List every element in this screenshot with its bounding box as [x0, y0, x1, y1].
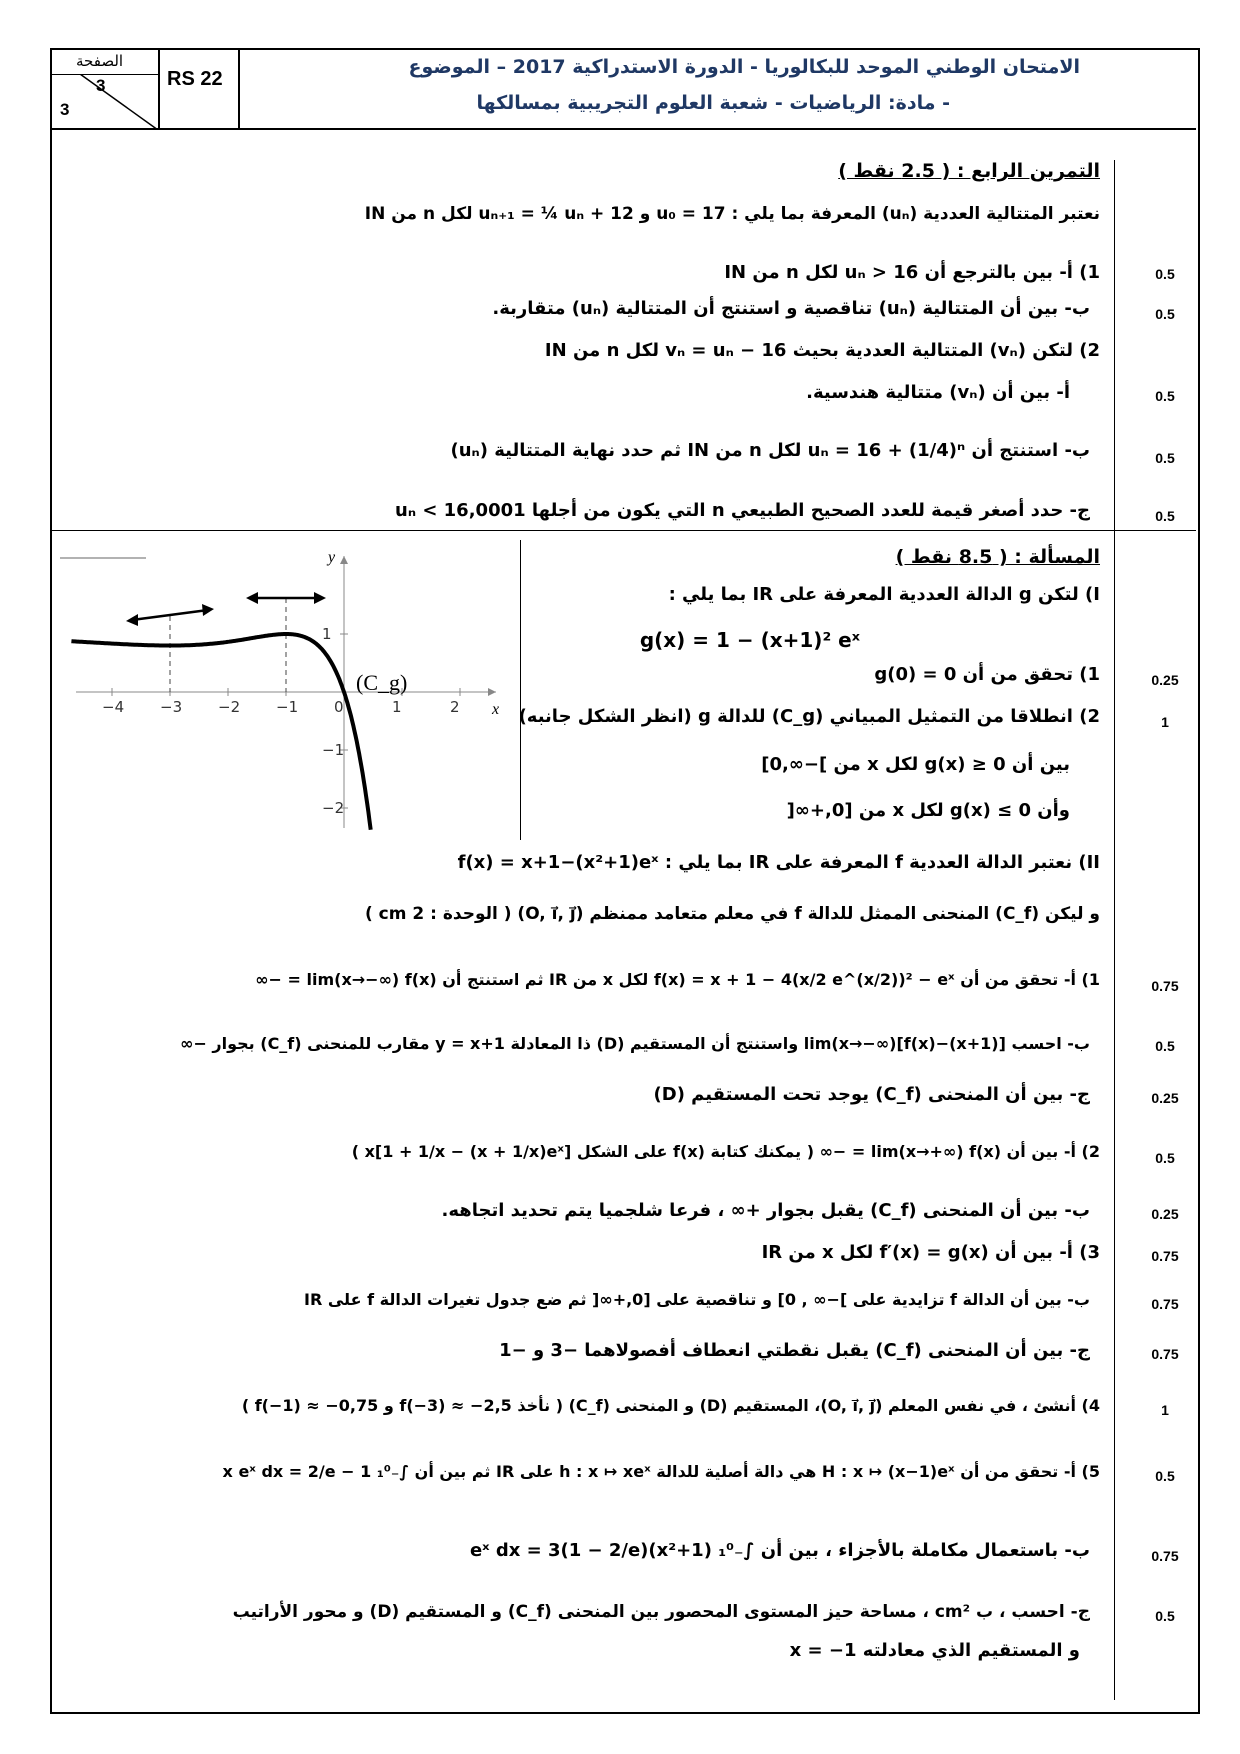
points-column-line [1114, 160, 1115, 1700]
prob-item-1: I) لتكن g الدالة العددية المعرفة على IR بما يلي : [668, 584, 1100, 605]
prob-item-8: و ليكن (C_f) المنحنى الممثل للدالة f في معلم متعامد ممنظم (O, i⃗, j⃗) ( الوحدة : 2 cm ) [364, 904, 1100, 924]
prob-item-16: ج- بين أن المنحنى (C_f) يقبل نقطتي انعطاف أفصولاهما −3 و −1 [499, 1340, 1090, 1361]
exercise4-intro: نعتبر المتتالية العددية (uₙ) المعرفة بما يلي : u₀ = 17 و uₙ₊₁ = ¼ uₙ + 12 لكل n من IN [364, 204, 1100, 224]
prob-item-6: وأن g(x) ≤ 0 لكل x من [0,+∞[ [786, 800, 1070, 821]
prob-item-3-points: 0.25 [1151, 672, 1179, 688]
page-total: 3 [60, 100, 70, 119]
section-divider [50, 530, 1196, 531]
prob-item-21: و المستقيم الذي معادلته x = −1 [789, 1640, 1080, 1661]
x-tick-label: −3 [160, 698, 183, 716]
prob-item-9-points: 0.75 [1151, 978, 1179, 994]
header-sep-1 [158, 48, 160, 130]
prob-item-9: 1) أ- تحقق من أن f(x) = x + 1 − 4(x/2 e^(x/2))² − eˣ لكل x من IR ثم استنتج أن lim(x→−∞) f(x) = −∞ [255, 970, 1100, 989]
prob-item-17-points: 1 [1161, 1402, 1169, 1418]
prob-item-3: 1) تحقق من أن g(0) = 0 [874, 664, 1100, 685]
prob-item-10: ب- احسب lim(x→−∞)[f(x)−(x+1)] واستنتج أن المستقيم (D) ذا المعادلة y = x+1 مقارب للمنحنى (C_f) بجوار −∞ [180, 1034, 1090, 1053]
prob-item-11-points: 0.25 [1151, 1090, 1179, 1106]
prob-item-18: 5) أ- تحقق من أن H : x ↦ (x−1)eˣ هي دالة أصلية للدالة h : x ↦ xeˣ على IR ثم بين أن ∫₋₁⁰ x eˣ dx = 2/e − 1 [222, 1462, 1100, 1481]
x-tick-label: 2 [450, 698, 460, 716]
ex4-item-6-points: 0.5 [1155, 508, 1175, 524]
ex4-item-4: أ- بين أن (vₙ) متتالية هندسية. [806, 382, 1070, 403]
header-sep-2 [238, 48, 240, 130]
y-axis-arrow [340, 556, 348, 564]
prob-item-12-points: 0.5 [1155, 1150, 1175, 1166]
prob-item-17: 4) أنشئ ، في نفس المعلم (O, i⃗, j⃗)، المستقيم (D) و المنحنى (C_f) ( نأخذ f(−3) ≈ −2,5 و f(−1) ≈ −0,75 ) [241, 1396, 1100, 1415]
tangent-minus1-left-arrow [246, 592, 258, 604]
x-tick-label: 0 [334, 698, 344, 716]
x-tick-label: −2 [218, 698, 241, 716]
prob-item-18-points: 0.5 [1155, 1468, 1175, 1484]
prob-item-2: g(x) = 1 − (x+1)² eˣ [639, 628, 860, 652]
prob-item-11: ج- بين أن المنحنى (C_f) يوجد تحت المستقيم (D) [653, 1084, 1090, 1105]
prob-item-4-points: 1 [1161, 714, 1169, 730]
prob-item-20: ج- احسب ، ب cm² ، مساحة حيز المستوى المحصور بين المنحنى (C_f) و المستقيم (D) و محور الأراتيب [232, 1602, 1090, 1622]
exam-title: الامتحان الوطني الموحد للبكالوريا - الدورة الاستدراكية 2017 – الموضوع [408, 56, 1080, 78]
tangent-minus3-right-arrow [202, 604, 214, 616]
prob-item-16-points: 0.75 [1151, 1346, 1179, 1362]
ex4-item-2: ب- بين أن المتتالية (uₙ) تناقصية و استنتج أن المتتالية (uₙ) متقاربة. [492, 298, 1090, 319]
header-divider [50, 128, 1196, 130]
y-tick-label: −1 [322, 741, 345, 759]
ex4-item-3: 2) لتكن (vₙ) المتتالية العددية بحيث vₙ = uₙ − 16 لكل n من IN [544, 340, 1100, 361]
prob-item-14: 3) أ- بين أن f′(x) = g(x) لكل x من IR [761, 1242, 1100, 1263]
prob-item-13-points: 0.25 [1151, 1206, 1179, 1222]
problem-title: المسألة : ( 8.5 نقط ) [895, 546, 1100, 568]
ex4-item-2-points: 0.5 [1155, 306, 1175, 322]
prob-item-4: 2) انطلاقا من التمثيل المبياني (C_g) للدالة g (انظر الشكل جانبه) [518, 706, 1100, 727]
prob-item-19-points: 0.75 [1151, 1548, 1179, 1564]
y-tick-label: 1 [322, 625, 332, 643]
tangent-minus1-right-arrow [314, 592, 326, 604]
graph-cg [56, 548, 516, 838]
tangent-minus3-left-arrow [126, 614, 138, 626]
prob-item-7: II) نعتبر الدالة العددية f المعرفة على IR بما يلي : f(x) = x+1−(x²+1)eˣ [457, 852, 1100, 873]
ex4-item-6: ج- حدد أصغر قيمة للعدد الصحيح الطبيعي n التي يكون من أجلها uₙ < 16,0001 [395, 500, 1090, 521]
ex4-item-5: ب- استنتج أن uₙ = 16 + (1/4)ⁿ لكل n من IN ثم حدد نهاية المتتالية (uₙ) [450, 440, 1090, 461]
prob-item-10-points: 0.5 [1155, 1038, 1175, 1054]
graph-frame-right [520, 540, 521, 840]
x-tick-label: −4 [102, 698, 125, 716]
ex4-item-1-points: 0.5 [1155, 266, 1175, 282]
page-label: الصفحة [76, 52, 124, 70]
page-current: 3 [96, 76, 106, 95]
exercise4-title: التمرين الرابع : ( 2.5 نقط ) [838, 160, 1100, 182]
ex4-item-1: 1) أ- بين بالترجع أن uₙ > 16 لكل n من IN [724, 262, 1100, 283]
prob-item-5: بين أن g(x) ≥ 0 لكل x من ]−∞,0] [761, 754, 1070, 775]
prob-item-20-points: 0.5 [1155, 1608, 1175, 1624]
prob-item-14-points: 0.75 [1151, 1248, 1179, 1264]
ex4-item-4-points: 0.5 [1155, 388, 1175, 404]
x-axis-arrow [488, 688, 496, 696]
exam-subtitle: - مادة: الرياضيات - شعبة العلوم التجريبية بمسالكها [476, 92, 950, 114]
prob-item-12: 2) أ- بين أن lim(x→+∞) f(x) = −∞ ( يمكنك كتابة f(x) على الشكل x[1 + 1/x − (x + 1/x)eˣ] ) [351, 1142, 1100, 1161]
prob-item-15: ب- بين أن الدالة f تزايدية على ]−∞ , 0] و تناقصية على [0,+∞[ ثم ضع جدول تغيرات الدالة f على IR [304, 1290, 1090, 1309]
x-axis-label: x [492, 701, 500, 718]
y-tick-label: −2 [322, 799, 345, 817]
curve-label: (C_g) [356, 670, 408, 695]
x-tick-label: −1 [276, 698, 299, 716]
prob-item-15-points: 0.75 [1151, 1296, 1179, 1312]
ex4-item-5-points: 0.5 [1155, 450, 1175, 466]
x-tick-label: 1 [392, 698, 402, 716]
y-axis-label: y [328, 549, 336, 566]
exam-code: RS 22 [167, 68, 223, 90]
prob-item-13: ب- بين أن المنحنى (C_f) يقبل بجوار +∞ ، فرعا شلجميا يتم تحديد اتجاهه. [441, 1200, 1090, 1221]
prob-item-19: ب- باستعمال مكاملة بالأجزاء ، بين أن ∫₋₁⁰ (x²+1)eˣ dx = 3(1 − 2/e) [469, 1540, 1090, 1561]
